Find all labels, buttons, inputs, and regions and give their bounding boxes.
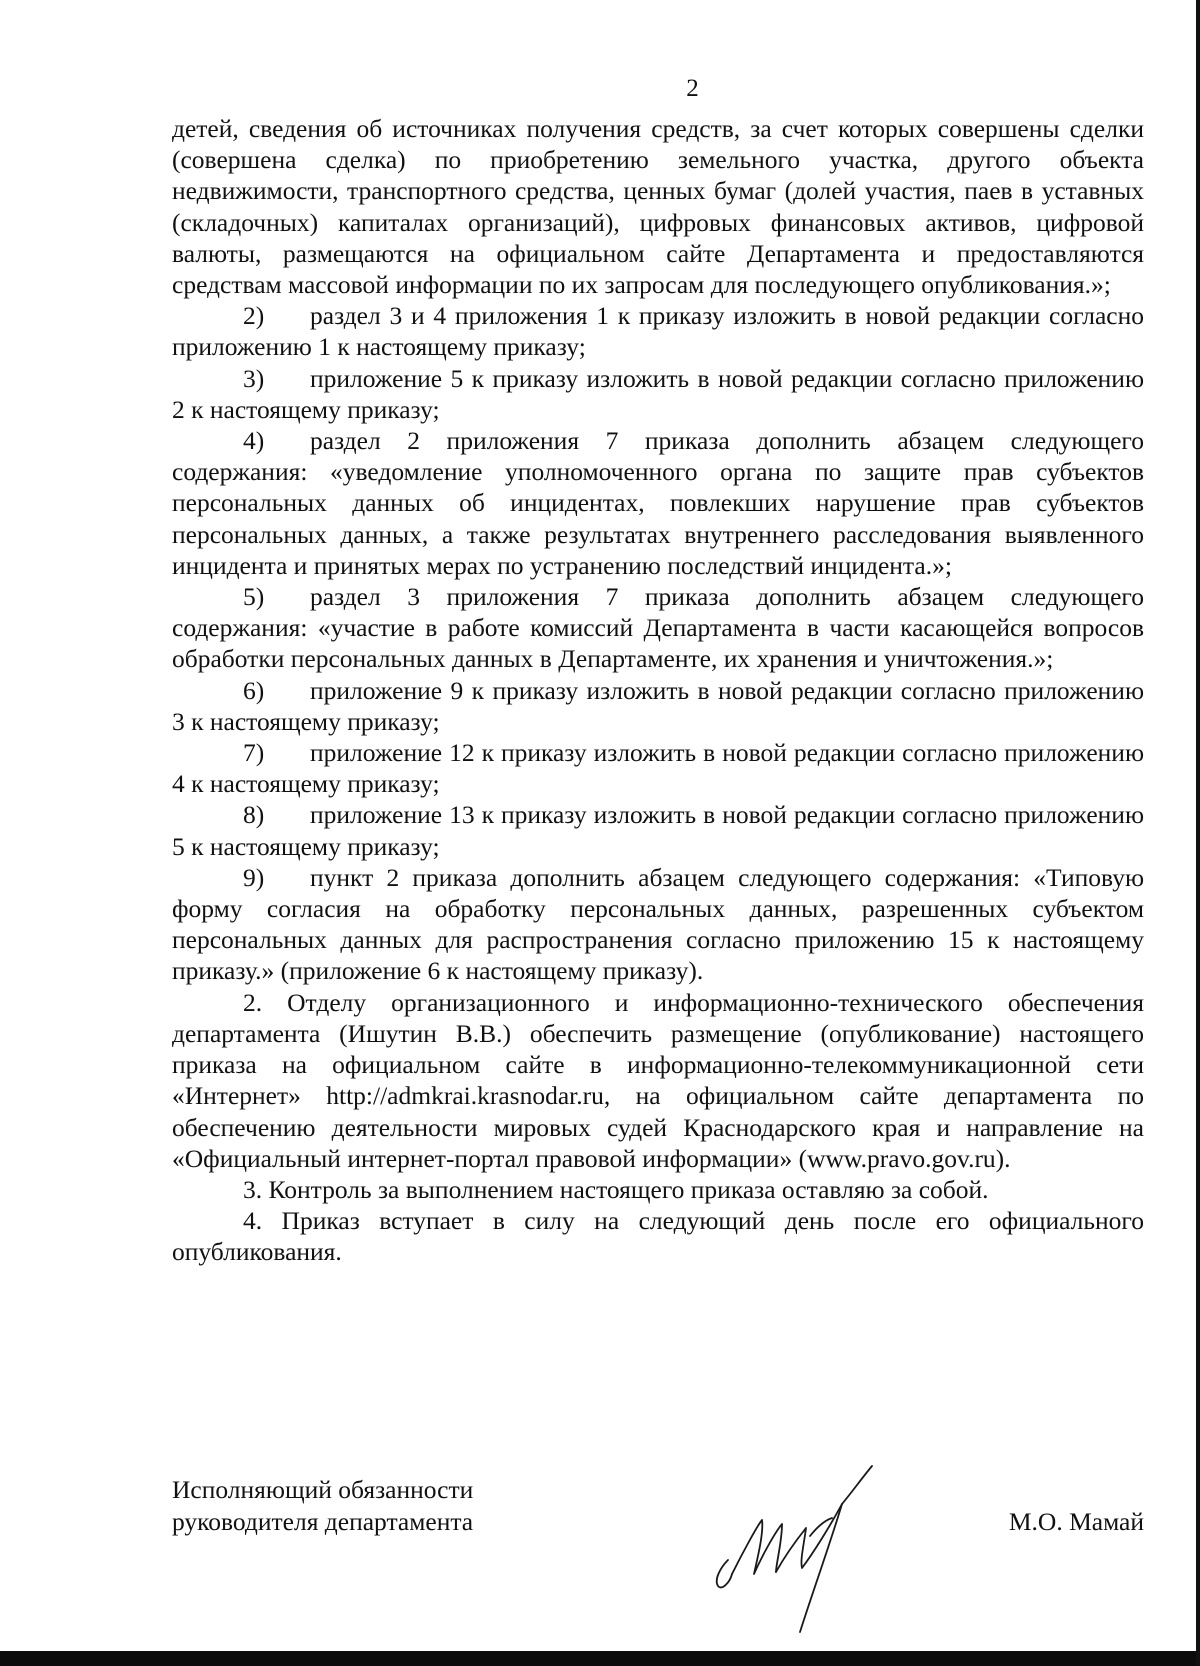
list-item [172,300,1144,362]
signer-name: М.О. Мамай [1008,1507,1144,1536]
item-text: приложение 9 к приказу изложить в новой редакции согласно приложению 3 к настоящему приказу; [172,675,1144,736]
item-number: 5) [243,582,265,612]
item-number: 7) [243,738,265,768]
item-number: 2) [243,301,265,331]
scan-bottom-edge [0,1651,1200,1666]
item-number: 4) [243,426,265,456]
list-item [172,799,1144,861]
list-item [172,862,1144,987]
signer-position-line: руководителя департамента [172,1507,474,1536]
signer-position [172,1474,473,1538]
page-number: 2 [686,75,699,102]
item-text: пункт 2 приказа дополнить абзацем следующего содержания: «Типовую форму согласия на обработку персональных данных, разрешенных субъектом персональных данных для распространения согласно приложению 15 к настоящему приказу.» (приложение 6 к настоящему приказу). [172,862,1144,986]
signature-block [172,1474,1144,1634]
item-number: 8) [243,800,265,830]
list-item [172,363,1144,425]
item-text: раздел 3 и 4 приложения 1 к приказу изложить в новой редакции согласно приложению 1 к настоящему приказу; [172,301,1144,362]
continuation-paragraph: детей, сведения об источниках получения средств, за счет которых совершены сделки (совершена сделка) по приобретению земельного участка, другого объекта недвижимости, транспортного средства, ценных бумаг (долей участия, паев в уставных (складочных) капиталах организаций), цифровых финансовых активов, цифровой валюты, размещаются на официальном сайте Департамента и предоставляются средствам массовой информации по их запросам для последующего опубликования.»; [172,114,1144,300]
list-item [172,675,1144,737]
list-item [172,737,1144,799]
item-text: приложение 5 к приказу изложить в новой редакции согласно приложению 2 к настоящему приказу; [172,363,1144,424]
item-number: 3) [243,363,265,393]
handwritten-signature [702,1464,902,1634]
section-paragraph: 2. Отделу организационного и информационно-технического обеспечения департамента (Ишутин В.В.) обеспечить размещение (опубликование) настоящего приказа на официальном сайте в информационно-телекоммуникационной сети «Интернет» http://admkrai.krasnodar.ru, на официальном сайте департамента по обеспечению деятельности мировых судей Краснодарского края и направление на «Официальный интернет-портал правовой информации» (www.pravo.gov.ru). [172,987,1144,1173]
item-text: приложение 13 к приказу изложить в новой редакции согласно приложению 5 к настоящему приказу; [172,800,1144,861]
item-number: 6) [243,675,265,705]
item-number: 9) [243,862,265,892]
item-text: раздел 2 приложения 7 приказа дополнить абзацем следующего содержания: «уведомление уполномоченного органа по защите прав субъектов персональных данных об инцидентах, повлекших нарушение прав субъектов персональных данных, а также результатах внутреннего расследования выявленного инцидента и принятых мерах по устранению последствий инцидента.»; [172,426,1144,580]
item-text: раздел 3 приложения 7 приказа дополнить абзацем следующего содержания: «участие в работе комиссий Департамента в части касающейся вопросов обработки персональных данных в Департаменте, их хранения и уничтожения.»; [172,582,1144,674]
scan-right-edge [1196,0,1200,1666]
signer-position-line: Исполняющий обязанности [172,1475,474,1504]
section-paragraph: 4. Приказ вступает в силу на следующий день после его официального опубликования. [172,1206,1144,1267]
document-body [172,113,1144,1268]
list-item [172,425,1144,581]
list-item [172,581,1144,675]
item-text: приложение 12 к приказу изложить в новой редакции согласно приложению 4 к настоящему приказу; [172,738,1144,799]
section-paragraph: 3. Контроль за выполнением настоящего приказа оставляю за собой. [243,1174,989,1204]
